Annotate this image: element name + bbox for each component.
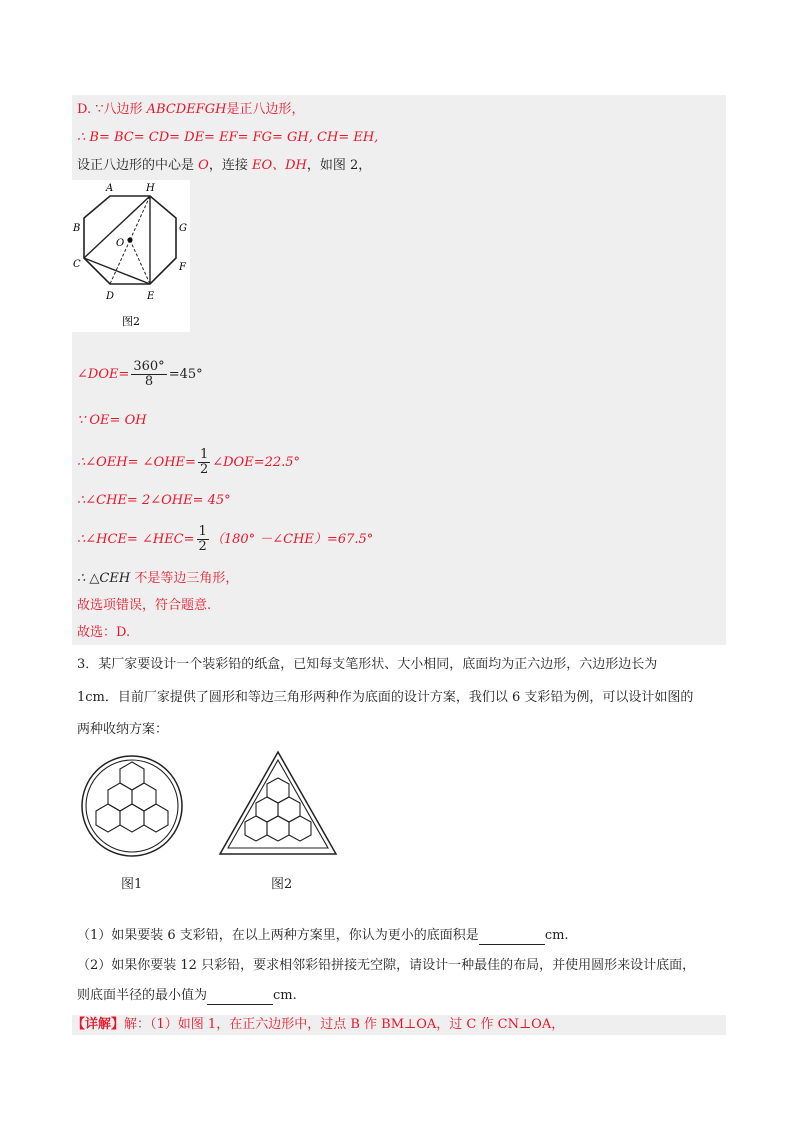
eq-text: ∴ △CEH	[77, 571, 131, 586]
sol-text: 是正八边形，	[226, 102, 305, 117]
sol-text: 设正八边形的中心是	[77, 158, 199, 173]
eq-text: ∠DOE=22.5°	[212, 455, 301, 470]
sol-text: ，连接	[208, 158, 252, 173]
sol-text: ，如图 2，	[306, 158, 372, 173]
equation-1	[77, 360, 203, 389]
equation-5	[77, 525, 373, 554]
center-point	[127, 237, 132, 242]
circle-hexagon-figure	[78, 752, 186, 860]
sub2-text: 则底面半径的最小值为	[77, 988, 208, 1003]
outer-circle	[82, 756, 182, 856]
fig1-caption: 图1	[121, 877, 143, 892]
fraction	[197, 525, 209, 554]
eq-text: ∴∠OEH= ∠OHE=	[77, 455, 196, 470]
triangle-hexagon-figure	[218, 750, 338, 858]
label-b: B	[73, 223, 81, 234]
label-a: A	[106, 183, 114, 194]
hexagon	[267, 816, 289, 841]
hexagon	[96, 804, 120, 832]
fraction	[198, 448, 210, 477]
eq-text: ∠DOE=	[77, 367, 130, 382]
sol-text: D. ∵八边形	[77, 102, 147, 117]
equation-2: ∵ OE= OH	[77, 413, 147, 428]
subquestion-2-line-2	[77, 987, 297, 1005]
eq-text: ∴∠HCE= ∠HEC=	[77, 532, 195, 547]
solution-line-1	[77, 101, 304, 119]
detail-tag: 【详解】	[72, 1017, 125, 1032]
denominator: 8	[144, 374, 154, 389]
hexagon	[245, 816, 267, 841]
numerator: 360°	[133, 359, 165, 374]
center-o: O	[198, 158, 209, 173]
question-line-2: 1cm．目前厂家提供了圆形和等边三角形两种作为底面的设计方案，我们以 6 支彩铅为例，可以设计如图的	[77, 690, 694, 705]
eq-text: （180° －∠CHE）=67.5°	[210, 532, 374, 547]
label-o: O	[116, 238, 125, 249]
hexagon	[132, 783, 156, 811]
hexagon	[120, 804, 144, 832]
detail-line	[72, 1016, 564, 1034]
hexagon	[108, 783, 132, 811]
equation-8: 故选：D.	[77, 625, 131, 640]
polygon-name: ABCDEFGH	[146, 102, 227, 117]
subquestion-1	[77, 927, 569, 945]
answer-blank-2[interactable]	[207, 990, 273, 1005]
sub1-unit: cm.	[544, 928, 569, 943]
figure-caption: 图2	[122, 315, 140, 328]
equation-4: ∴∠CHE= 2∠OHE= 45°	[77, 493, 231, 508]
octagon-figure	[72, 180, 190, 332]
hexagon	[289, 816, 311, 841]
denominator: 2	[198, 539, 207, 554]
equation-3	[77, 448, 300, 477]
fraction	[131, 360, 166, 389]
label-d: D	[106, 291, 115, 302]
solution-line-2: ∴ B= BC= CD= DE= EF= FG= GH, CH= EH,	[77, 130, 379, 145]
label-h: H	[146, 183, 155, 194]
inner-circle	[86, 760, 178, 852]
denominator: 2	[199, 462, 209, 477]
label-e: E	[147, 291, 155, 302]
eq-text: 不是等边三角形，	[130, 571, 239, 586]
solution-line-3	[77, 157, 371, 175]
numerator: 1	[199, 447, 209, 462]
sub2-unit: cm.	[273, 988, 297, 1003]
numerator: 1	[198, 524, 207, 539]
equation-6	[77, 570, 238, 588]
question-line-1: 3．某厂家要设计一个装彩铅的纸盒，已知每支笔形状、大小相同，底面均为正六边形，六边形边长为	[77, 657, 658, 672]
sub1-text: （1）如果要装 6 支彩铅，在以上两种方案里，你认为更小的底面积是	[77, 928, 479, 943]
detail-text: 解：（1）如图 1，在正六边形中，过点 B 作 BM⊥OA，过 C 作 CN⊥OA，	[124, 1017, 565, 1032]
label-g: G	[179, 223, 187, 234]
answer-blank-1[interactable]	[479, 930, 545, 945]
segments: EO、DH	[251, 158, 307, 173]
subquestion-2-line-1: （2）如果你要装 12 只彩铅，要求相邻彩铅拼接无空隙，请设计一种最佳的布局，并使用圆形来设计底面，	[77, 958, 696, 973]
equation-7: 故选项错误，符合题意.	[77, 598, 212, 613]
hexagon	[120, 762, 144, 790]
label-c: C	[73, 259, 81, 270]
hexagon	[144, 804, 168, 832]
label-f: F	[179, 262, 186, 273]
fig2-caption: 图2	[271, 877, 293, 892]
question-line-3: 两种收纳方案：	[77, 722, 169, 737]
eq-text: =45°	[168, 367, 203, 382]
